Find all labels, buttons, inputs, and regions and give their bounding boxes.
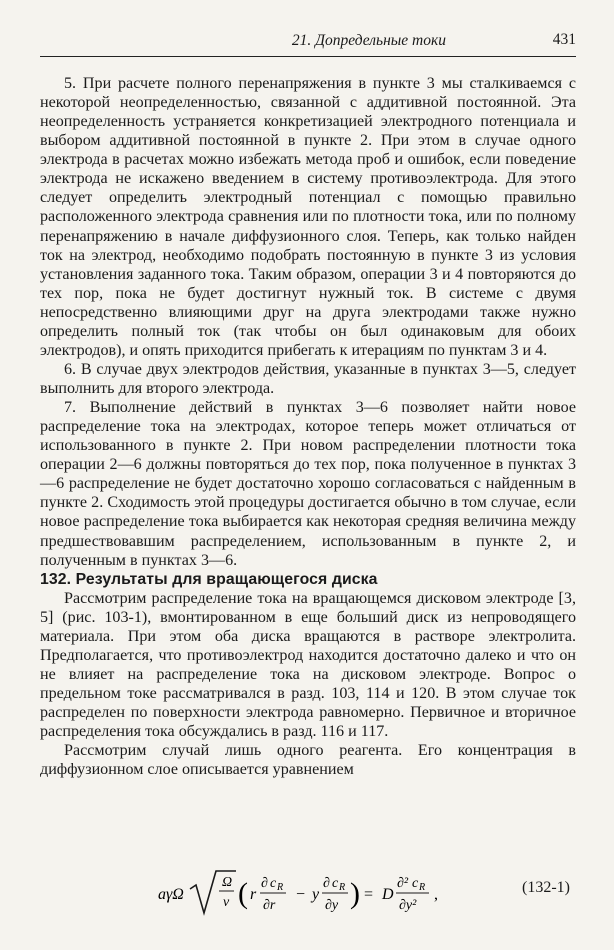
running-title: 21. Допредельные токи [291, 32, 446, 49]
eq-c-num-3: c [412, 876, 419, 891]
eq-dy2: ∂y² [399, 898, 417, 913]
eq-paren-close: ) [350, 877, 360, 910]
eq-sub-num-2: R [339, 882, 346, 893]
page-number: 431 [552, 31, 576, 48]
eq-d2-num: ∂² [397, 876, 409, 891]
eq-dy: ∂y [325, 898, 339, 913]
eq-minus: − [296, 886, 306, 903]
eq-d-num-1: ∂ [261, 876, 268, 891]
eq-c-num-1: c [270, 876, 277, 891]
paragraph-item-7: 7. Выполнение действий в пунктах 3—6 позволяет найти новое распределение тока на электродах, которое теперь может отличаться от использованного в пункте 2. При новом распределении плотности тока операции 2—6 должны повторяться до тех пор, пока полученное в пунктах 3—6 распределение не будет достаточно хорошо согласоваться с найденным в пункте 2. Сходимость этой процедуры достигается обычно в том случае, если новое распределение тока выбирается как некоторая средняя величина между предшествовавшим распределением, использованным в пункте 2, и полученным в пунктах 3—6. [40, 399, 576, 569]
section-title: 132. Результаты для вращающегося диска [40, 570, 378, 588]
eq-paren-open: ( [238, 877, 248, 910]
page-header [40, 30, 576, 57]
eq-equals: = [364, 886, 374, 903]
eq-sqrt-num: Ω [222, 875, 233, 890]
section-paragraph: Рассмотрим распределение тока на вращающемся дисковом электроде [3, 5] (рис. 103-1), вмонтированном в еще больший диск из непроводящего материала. При этом оба диска вращаются в растворе электролита. Предполагается, что противоэлектрод находится достаточно далеко и что он не влияет на распределение тока на дисковом электроде. Вопрос о предельном токе рассматривался в разд. 103, 114 и 120. В этом случае ток распределен по поверхности электрода равномерно. Первичное и вторичное распределения тока обсуждались в разд. 116 и 117. [40, 589, 576, 741]
paragraph-item-6: 6. В случае двух электродов действия, указанные в пунктах 3—5, следует выполнить для второго электрода. [40, 360, 576, 397]
eq-dr: ∂r [263, 898, 276, 913]
eq-c-num-2: c [332, 876, 339, 891]
equation-132-1 [40, 865, 576, 925]
equation-formula [40, 865, 510, 925]
body-text [40, 74, 576, 779]
equation-number: (132-1) [522, 879, 570, 896]
eq-d-num-2: ∂ [323, 876, 330, 891]
eq-lhs-prefix: aγΩ [158, 886, 184, 903]
eq-sub-num-1: R [277, 882, 284, 893]
section-paragraph: Рассмотрим случай лишь одного реагента. Его концентрация в диффузионном слое описывается уравнением [40, 742, 576, 779]
eq-r: r [250, 886, 257, 903]
eq-sqrt-den: ν [223, 895, 230, 910]
eq-D: D [382, 886, 394, 903]
paragraph-item-5: 5. При расчете полного перенапряжения в пункте 3 мы сталкиваемся с некоторой неопределенностью, связанной с аддитивной постоянной. Эта неопределенность устраняется конкретизацией электродного потенциала и выбором аддитивной постоянной в пункте 2. При этом в случае одного электрода в расчетах можно избежать метода проб и ошибок, если поведение электрода не искажено введением в систему противоэлектрода. Для этого следует определить электродный потенциал с помощью правильно расположенного электрода сравнения или по плотности тока, или по полному перенапряжению в начале диффузионного слоя. Теперь, как только найден ток на электрод, необходимо подобрать постоянную в пункте 3 из условия установления заданного тока. Таким образом, операции 3 и 4 повторяются до тех пор, пока не будет достигнут нужный ток. В системе с двумя непосредственно влияющими друг на друга электродами также нужно определить полный ток (так чтобы он был одинаковым для обоих электродов), и опять приходится прибегать к итерациям по пунктам 3 и 4. [40, 75, 576, 359]
eq-comma: , [434, 886, 438, 903]
eq-y: y [312, 886, 320, 903]
eq-sub-num-3: R [419, 882, 426, 893]
